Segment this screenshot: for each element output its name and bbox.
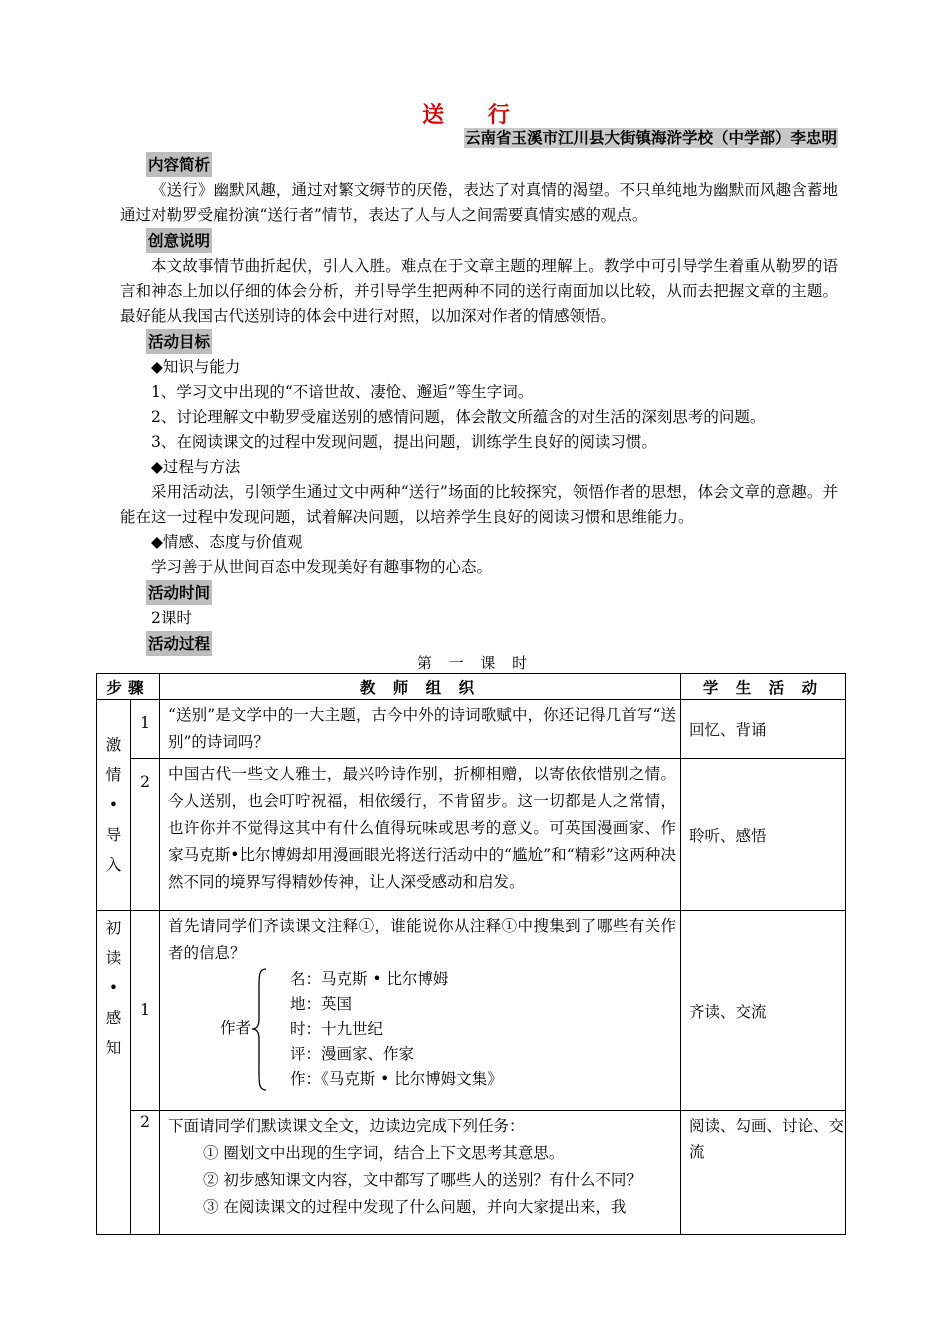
goal-emotion-title: ◆情感、态度与价值观 [151, 533, 303, 551]
table-header-row [97, 674, 846, 700]
brace-icon [250, 967, 268, 1092]
heading-process: 活动过程 [146, 631, 212, 656]
goal-knowledge-title: ◆知识与能力 [151, 358, 241, 376]
task-item: ③ 在阅读课文的过程中发现了什么问题，并向大家提出来，我 [203, 1198, 627, 1216]
list-item: 时：十九世纪 [290, 1020, 384, 1038]
table-row [97, 759, 846, 911]
row-number: 1 [131, 911, 160, 1111]
heading-time: 活动时间 [146, 580, 212, 605]
student-cell: 齐读、交流 [681, 911, 846, 1111]
student-cell: 回忆、背诵 [681, 700, 846, 759]
goal-method-title: ◆过程与方法 [151, 458, 241, 476]
teacher-cell [160, 911, 681, 1111]
row-number: 2 [131, 1111, 160, 1235]
author-info-group [168, 967, 676, 1097]
task-item: ① 圈划文中出现的生字词，结合上下文思考其意思。 [203, 1144, 565, 1162]
teacher-cell: 中国古代一些文人雅士，最兴吟诗作别，折柳相赠，以寄依依惜别之情。今人送别，也会叮咛祝福，相依缓行，不肯留步。这一切都是人之常情，也许你并不觉得这其中有什么值得玩味或思考的意义。可英国漫画家、作家马克斯•比尔博姆却用漫画眼光将送行活动中的“尴尬”和“精彩”这两种决然不同的境界写得精妙传神，让人深受感动和启发。 [160, 759, 681, 911]
header-teacher: 教 师 组 织 [160, 674, 681, 700]
table-row [97, 1111, 846, 1235]
step-cell: 初 读 • 感 知 [97, 911, 131, 1235]
teacher-text: 下面请同学们默读课文全文，边读边完成下列任务： [168, 1117, 525, 1135]
author-line: 云南省玉溪市江川县大街镇海浒学校（中学部）李忠明 [464, 128, 837, 147]
teacher-cell: “送别”是文学中的一大主题，古今中外的诗词歌赋中，你还记得几首写“送别”的诗词吗？ [160, 700, 681, 759]
list-item: 名：马克斯 • 比尔博姆 [290, 970, 449, 988]
teacher-cell [160, 1111, 681, 1235]
list-item: 作：《马克斯 • 比尔博姆文集》 [290, 1070, 503, 1088]
time-text: 2课时 [151, 609, 192, 627]
paragraph-creative: 本文故事情节曲折起伏，引人入胜。难点在于文章主题的理解上。教学中可引导学生着重从勒罗的语言和神态上加以仔细的体会分析，并引导学生把两种不同的送行南面加以比较，从而去把握文章的主题。最好能从我国古代送别诗的体会中进行对照，以加深对作者的情感领悟。 [120, 257, 838, 325]
list-item: 评：漫画家、作家 [290, 1045, 415, 1063]
task-item: ② 初步感知课文内容，文中都写了哪些人的送别？有什么不同？ [203, 1171, 642, 1189]
heading-content-analysis: 内容简析 [146, 152, 212, 177]
row-number: 1 [131, 700, 160, 759]
teacher-text: 首先请同学们齐读课文注释①，谁能说你从注释①中搜集到了哪些有关作者的信息？ [168, 917, 676, 962]
goal-method-text: 采用活动法，引领学生通过文中两种“送行”场面的比较探究，领悟作者的思想，体会文章的意趣。并能在这一过程中发现问题，试着解决问题，以培养学生良好的阅读习惯和思维能力。 [120, 483, 838, 526]
header-step: 步骤 [97, 674, 160, 700]
heading-creative: 创意说明 [146, 228, 212, 253]
row-number: 2 [131, 759, 160, 911]
step-cell: 激 情 • 导 入 [97, 700, 131, 911]
lesson-label: 第 一 课 时 [416, 654, 534, 672]
goal-knowledge-3: 3、在阅读课文的过程中发现问题，提出问题，训练学生良好的阅读习惯。 [151, 433, 657, 451]
student-cell: 聆听、感悟 [681, 759, 846, 911]
author-info-list [290, 967, 503, 1092]
header-student: 学 生 活 动 [681, 674, 846, 700]
paragraph-content-analysis: 《送行》幽默风趣，通过对繁文缛节的厌倦，表达了对真情的渴望。不只单纯地为幽默而风趣含蓄地通过对勒罗受雇扮演“送行者”情节，表达了人与人之间需要真情实感的观点。 [120, 181, 838, 224]
list-item: 地：英国 [290, 995, 353, 1013]
goal-emotion-text: 学习善于从世间百态中发现美好有趣事物的心态。 [151, 558, 493, 576]
document-body [120, 152, 838, 657]
author-label: 作者 [220, 1019, 252, 1037]
goal-knowledge-1: 1、学习文中出现的“不谙世故、凄怆、邂逅”等生字词。 [151, 383, 534, 401]
document-title: 送 行 [422, 102, 528, 128]
table-row [97, 700, 846, 759]
activity-table [96, 673, 846, 1235]
heading-goals: 活动目标 [146, 329, 212, 354]
table-row [97, 911, 846, 1111]
student-cell: 阅读、勾画、讨论、交流 [681, 1111, 846, 1235]
goal-knowledge-2: 2、讨论理解文中勒罗受雇送别的感情问题，体会散文所蕴含的对生活的深刻思考的问题。 [151, 408, 766, 426]
